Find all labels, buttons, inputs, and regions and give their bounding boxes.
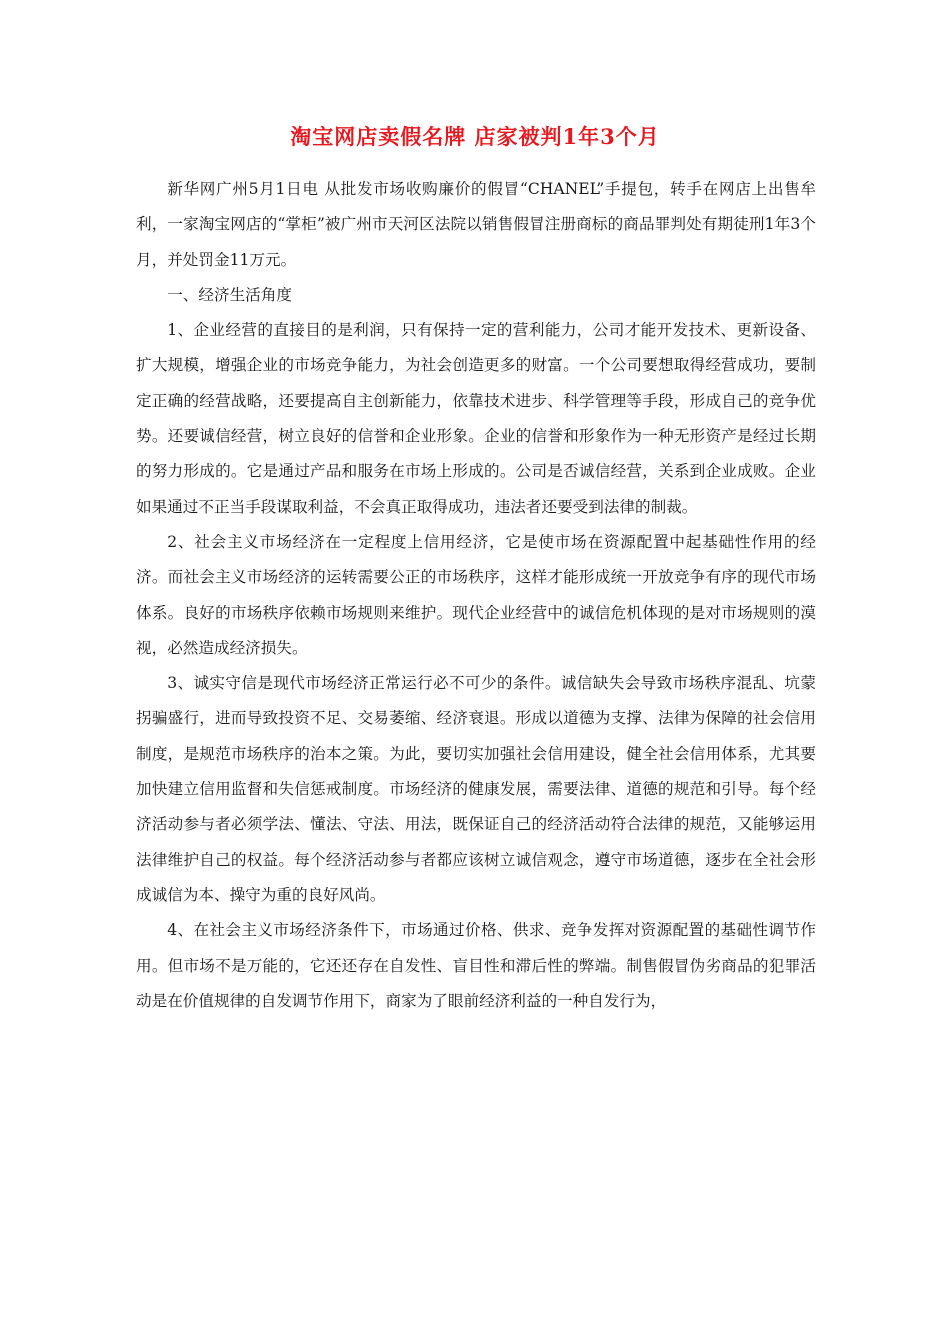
- paragraph-point-4: 4、在社会主义市场经济条件下，市场通过价格、供求、竞争发挥对资源配置的基础性调节作用。但市场不是万能的，它还还存在自发性、盲目性和滞后性的弊端。制售假冒伪劣商品的犯罪活动是在价值规律的自发调节作用下，商家为了眼前经济利益的一种自发行为，: [136, 921, 816, 1010]
- section-heading: 一、经济生活角度: [167, 285, 292, 304]
- paragraph-point-3: 3、诚实守信是现代市场经济正常运行必不可少的条件。诚信缺失会导致市场秩序混乱、坑蒙拐骗盛行，进而导致投资不足、交易萎缩、经济衰退。形成以道德为支撑、法律为保障的社会信用制度，是规范市场秩序的治本之策。为此，要切实加强社会信用建设，健全社会信用体系，尤其要加快建立信用监督和失信惩戒制度。市场经济的健康发展，需要法律、道德的规范和引导。每个经济活动参与者必须学法、懂法、守法、用法，既保证自己的经济活动符合法律的规范，又能够运用法律维护自己的权益。每个经济活动参与者都应该树立诚信观念，遵守市场道德，逐步在全社会形成诚信为本、操守为重的良好风尚。: [136, 674, 816, 904]
- document-title: 淘宝网店卖假名牌 店家被判1年3个月: [290, 124, 660, 149]
- paragraph-point-1: 1、企业经营的直接目的是利润，只有保持一定的营利能力，公司才能开发技术、更新设备、扩大规模，增强企业的市场竞争能力，为社会创造更多的财富。一个公司要想取得经营成功，要制定正确的经营战略，还要提高自主创新能力，依靠技术进步、科学管理等手段，形成自己的竞争优势。还要诚信经营，树立良好的信誉和企业形象。企业的信誉和形象作为一种无形资产是经过长期的努力形成的。它是通过产品和服务在市场上形成的。公司是否诚信经营，关系到企业成败。企业如果通过不正当手段谋取利益，不会真正取得成功，违法者还要受到法律的制裁。: [136, 321, 816, 516]
- paragraph-point-2: 2、社会主义市场经济在一定程度上信用经济，它是使市场在资源配置中起基础性作用的经济。而社会主义市场经济的运转需要公正的市场秩序，这样才能形成统一开放竞争有序的现代市场体系。良好的市场秩序依赖市场规则来维护。现代企业经营中的诚信危机体现的是对市场规则的漠视，必然造成经济损失。: [136, 532, 816, 657]
- paragraph-lead: 新华网广州5月1日电 从批发市场收购廉价的假冒“CHANEL”手提包，转手在网店上出售牟利，一家淘宝网店的“掌柜”被广州市天河区法院以销售假冒注册商标的商品罪判处有期徒刑1年3个月，并处罚金11万元。: [136, 180, 816, 269]
- document-body: [136, 172, 816, 1019]
